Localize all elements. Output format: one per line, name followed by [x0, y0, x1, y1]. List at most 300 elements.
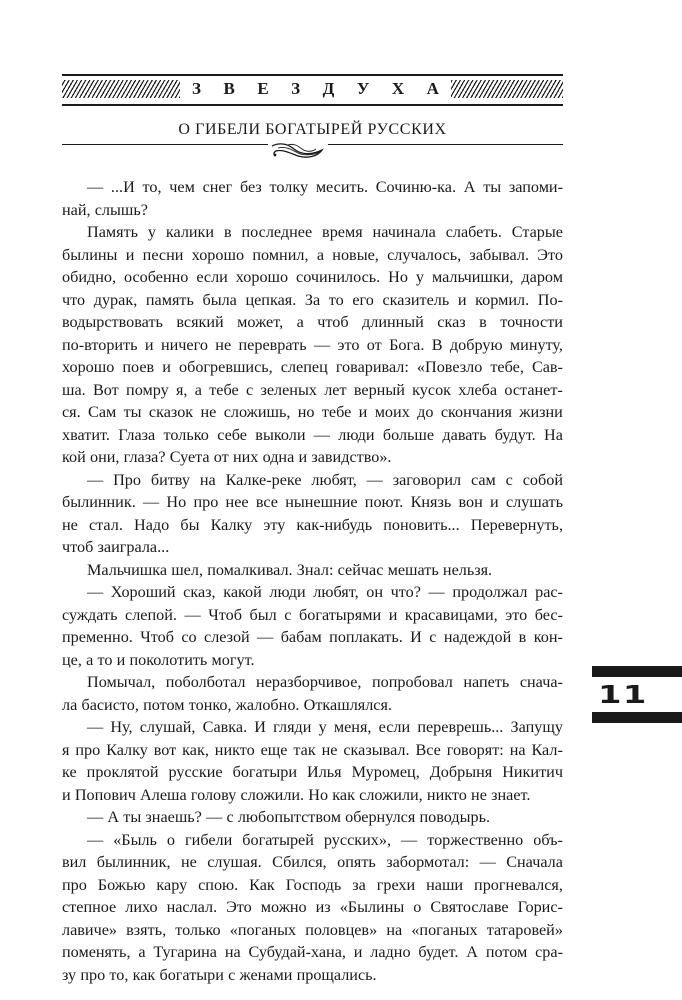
word: слушая.: [207, 853, 262, 871]
word: даром: [521, 268, 563, 286]
word: себе: [217, 425, 247, 444]
word: объ-: [533, 830, 563, 849]
word: я: [62, 740, 70, 759]
word: цепкая.: [245, 290, 297, 309]
word: Суета: [169, 448, 210, 466]
word: Память: [87, 223, 139, 241]
word: Кал-: [531, 740, 563, 759]
word: напеть: [463, 673, 510, 691]
word: больше: [382, 425, 435, 444]
word: слепой.: [125, 605, 177, 624]
text-line: [62, 221, 563, 244]
word: глаза?: [123, 448, 166, 466]
word: Как: [249, 875, 275, 894]
running-title-letter: У: [356, 79, 370, 98]
word: снача-: [519, 673, 563, 691]
word: ся.: [62, 403, 81, 421]
word: прогневался,: [474, 875, 563, 894]
word: забывал.: [469, 245, 529, 264]
word: Субудай-хана,: [248, 943, 346, 961]
word: не: [321, 740, 338, 759]
word: чем: [169, 178, 195, 196]
word: не: [62, 515, 78, 534]
word: не: [215, 335, 232, 354]
word: не: [471, 785, 487, 804]
word: На: [544, 425, 563, 444]
word: зу: [62, 965, 77, 984]
word: с: [505, 470, 513, 489]
word: снег: [202, 178, 233, 196]
word: любят,: [311, 470, 357, 489]
word: как: [132, 965, 156, 984]
word: со: [181, 628, 197, 646]
word: Откашлялся.: [303, 695, 392, 714]
word: надеждой: [443, 628, 512, 646]
word: продолжал: [452, 583, 528, 601]
word: с: [284, 605, 292, 624]
word: кон-: [533, 628, 563, 646]
word: —: [206, 808, 223, 826]
word: память: [145, 290, 194, 309]
word: Князь: [410, 493, 452, 511]
word: суждать: [62, 605, 118, 624]
word: запоми-: [508, 178, 563, 196]
word: «Былины: [339, 898, 405, 916]
word: Калку: [106, 740, 148, 759]
text-line: [62, 716, 563, 739]
text-line: [62, 626, 563, 649]
word: тебе: [321, 403, 352, 421]
word: забормотал:: [386, 853, 470, 871]
word: помалкивал.: [207, 560, 293, 579]
word: Это: [537, 245, 563, 264]
header-bottom-rule: [62, 104, 563, 106]
word: за: [352, 875, 366, 894]
word: Господь: [285, 875, 342, 894]
word: и: [298, 448, 308, 466]
word: слушать: [505, 493, 563, 511]
word: тебе: [209, 380, 239, 399]
word: была: [202, 290, 237, 309]
word: грехи: [376, 875, 416, 894]
word: вот: [153, 740, 177, 759]
word: с: [226, 808, 234, 826]
word: сейчас: [337, 560, 384, 579]
word: с: [429, 628, 437, 646]
word: хватит.: [62, 425, 110, 444]
word: Сав-: [531, 358, 563, 376]
text-line: [62, 559, 563, 582]
word: про: [80, 965, 106, 984]
word: Надо: [134, 515, 170, 534]
flourish-ornament-icon: [268, 140, 328, 162]
word: русских»,: [323, 830, 392, 849]
word: Калке-реке: [225, 470, 302, 489]
word: проклятой: [86, 763, 159, 781]
word: помру: [126, 380, 169, 399]
word: Горис-: [517, 898, 563, 916]
word: и: [62, 785, 71, 804]
text-line: [62, 851, 563, 874]
word: особенно: [123, 268, 189, 286]
word: За: [304, 290, 321, 309]
word: голову: [190, 785, 237, 804]
word: любопытством: [237, 808, 341, 826]
word: поводырь.: [419, 808, 491, 826]
word: кой: [62, 448, 86, 466]
word: неразборчивое,: [256, 673, 362, 691]
word: битву: [150, 470, 190, 489]
word: красавицами,: [404, 605, 498, 624]
word: Попович: [74, 785, 136, 804]
word: сочинилось.: [296, 268, 381, 286]
text-line: [62, 199, 563, 222]
word: тонко,: [188, 695, 232, 714]
word: В: [431, 335, 443, 354]
word: богатырей: [242, 830, 314, 849]
word: помнил,: [252, 245, 309, 264]
word: бабам: [280, 628, 322, 646]
word: А: [466, 943, 478, 961]
word: «Быль: [113, 830, 157, 849]
word: ты: [123, 808, 142, 826]
word: меня,: [333, 718, 372, 736]
word: былинник,: [96, 853, 171, 871]
word: спою.: [198, 875, 239, 894]
word: с: [245, 380, 254, 399]
running-title-letter: Х: [391, 79, 405, 98]
word: и: [162, 358, 171, 376]
word: сра-: [535, 943, 563, 961]
running-title-letter: Е: [257, 79, 269, 98]
text-line: [62, 896, 563, 919]
word: то: [328, 290, 344, 309]
word: поколотить: [129, 650, 208, 669]
word: Все: [415, 740, 441, 759]
word: и: [353, 943, 363, 961]
word: заговорил: [392, 470, 462, 489]
word: а: [86, 650, 94, 669]
word: —: [87, 808, 104, 826]
word: Ну,: [110, 718, 133, 736]
word: но: [297, 403, 315, 421]
word: в: [518, 628, 527, 646]
word: И: [410, 628, 422, 646]
word: торжественно: [427, 830, 524, 849]
word: еще: [260, 740, 288, 759]
text-line: [62, 514, 563, 537]
word: какой: [223, 583, 262, 601]
text-line: [62, 266, 563, 289]
word: сложили.: [240, 785, 305, 804]
word: точности: [500, 313, 563, 331]
word: бес-: [534, 605, 563, 624]
word: начинала: [372, 223, 436, 241]
word: мешать: [387, 560, 439, 579]
text-line: [62, 379, 563, 402]
word: можно: [260, 898, 307, 916]
word: и: [388, 605, 398, 624]
word: ке: [62, 763, 77, 781]
word: Но: [388, 268, 408, 286]
word: А: [107, 808, 120, 826]
word: ты: [123, 403, 142, 421]
word: в: [223, 223, 232, 241]
word: его: [352, 290, 374, 309]
word: верный: [353, 380, 405, 399]
word: о: [413, 898, 422, 916]
word: останет-: [504, 380, 563, 399]
header-top-rule: [62, 74, 563, 76]
word: —: [313, 425, 330, 444]
word: люди: [338, 425, 375, 444]
word: они,: [90, 448, 120, 466]
word: вил: [62, 853, 87, 871]
word: наслал.: [166, 898, 218, 916]
page-number: 11: [598, 680, 648, 709]
word: татаровей»: [486, 920, 563, 939]
word: и: [457, 290, 467, 309]
word: Но: [166, 493, 187, 511]
word: переврешь...: [417, 718, 504, 736]
word: про: [62, 875, 87, 894]
word: о: [166, 830, 176, 849]
word: только: [163, 425, 209, 444]
word: половцев»: [305, 920, 378, 939]
word: Святославе: [430, 898, 509, 916]
word: никто: [214, 740, 255, 759]
text-line: [62, 176, 563, 199]
word: из: [315, 898, 331, 916]
text-line: [62, 244, 563, 267]
word: Тугарина: [153, 943, 217, 961]
word: калики: [165, 223, 215, 241]
word: Сам: [88, 403, 117, 421]
word: моих: [374, 403, 410, 421]
word: говорят:: [446, 740, 504, 759]
word: нельзя.: [442, 560, 493, 579]
text-line: [62, 649, 563, 672]
word: поновить...: [383, 515, 460, 534]
word: Никитич: [502, 763, 563, 781]
running-title-letter: В: [223, 79, 235, 98]
page-number-tab: [592, 666, 682, 723]
word: них: [232, 448, 259, 466]
word: наши: [426, 875, 464, 894]
text-line: [62, 424, 563, 447]
word: лавиче»: [62, 920, 117, 939]
word: слушай,: [139, 718, 196, 736]
word: хорошо: [62, 358, 115, 376]
word: богатыри: [159, 965, 224, 984]
body-text: [62, 176, 563, 986]
text-line: [62, 581, 563, 604]
word: чтоб: [317, 313, 349, 331]
word: это: [505, 605, 528, 624]
word: Бога.: [389, 335, 425, 354]
word: так: [293, 740, 316, 759]
word: с: [228, 965, 236, 984]
word: а: [296, 313, 304, 331]
word: то,: [142, 178, 162, 196]
word: Глаза: [118, 425, 156, 444]
word: а: [316, 245, 324, 264]
word: у: [415, 268, 424, 286]
word: без: [239, 178, 262, 196]
word: кару: [156, 875, 188, 894]
page-tab-bar-top: [592, 666, 682, 677]
word: слезой: [204, 628, 250, 646]
word: слышь?: [94, 200, 148, 219]
word: и: [490, 493, 499, 511]
word: всякий: [176, 313, 224, 331]
word: могут.: [211, 650, 255, 669]
word: не: [180, 853, 197, 871]
word: был: [249, 605, 277, 624]
word: Алеша: [140, 785, 187, 804]
text-line: [62, 784, 563, 807]
word: —: [479, 853, 496, 871]
word: любят,: [313, 583, 359, 601]
word: новые,: [332, 245, 379, 264]
word: женами: [239, 965, 293, 984]
text-line: [62, 536, 563, 559]
word: Божью: [97, 875, 146, 894]
word: в: [479, 313, 487, 331]
word: что?: [390, 583, 421, 601]
word: обернулся: [345, 808, 416, 826]
chapter-title: О ГИБЕЛИ БОГАТЫРЕЙ РУССКИХ: [178, 121, 447, 138]
word: Калку: [210, 515, 253, 534]
word: последнее: [241, 223, 313, 241]
word: то,: [109, 965, 129, 984]
word: гляди: [273, 718, 312, 736]
word: никто: [426, 785, 467, 804]
text-line: [62, 739, 563, 762]
word: он: [366, 583, 384, 601]
word: «Повезло: [416, 358, 483, 376]
word: вон: [458, 493, 483, 511]
word: что: [62, 290, 86, 309]
word: Хороший: [110, 583, 176, 601]
word: я,: [175, 380, 188, 399]
running-header: [62, 74, 563, 110]
word: хлеба: [458, 380, 498, 399]
word: сложили,: [359, 785, 423, 804]
word: нее: [225, 493, 249, 511]
word: Муромец,: [351, 763, 420, 781]
page-tab-bar-bottom: [592, 712, 682, 723]
word: прощались.: [296, 965, 377, 984]
word: потом: [143, 695, 185, 714]
word: а: [138, 943, 146, 961]
running-title: [180, 78, 451, 100]
word: ла: [62, 695, 78, 714]
word: —: [401, 830, 418, 849]
word: —: [143, 493, 160, 511]
word: «поганых: [411, 920, 478, 939]
word: сказывал.: [343, 740, 410, 759]
word: —: [184, 605, 201, 624]
word: Сначала: [506, 853, 563, 871]
word: минуту,: [509, 335, 563, 354]
word: стал.: [88, 515, 123, 534]
word: добрую: [449, 335, 503, 354]
word: на: [386, 920, 403, 939]
word: тебе,: [490, 358, 524, 376]
word: переврать: [238, 335, 307, 354]
word: По-: [537, 290, 563, 309]
word: мальчишки,: [431, 268, 514, 286]
word: и: [116, 650, 126, 669]
word: —: [257, 628, 274, 646]
word: поменять,: [62, 943, 131, 961]
word: Но: [308, 785, 329, 804]
word: все: [255, 493, 278, 511]
word: Вот: [92, 380, 119, 399]
text-line: [62, 829, 563, 852]
text-line: [62, 919, 563, 942]
word: завидство».: [311, 448, 392, 466]
word: Савка.: [202, 718, 248, 736]
word: и: [125, 245, 135, 264]
word: слабеть.: [445, 223, 502, 241]
word: как: [332, 785, 355, 804]
word: потом: [485, 943, 528, 961]
word: длинный: [362, 313, 424, 331]
word: сказитель: [382, 290, 450, 309]
word: время: [322, 223, 363, 241]
word: —: [366, 470, 383, 489]
word: слепец: [280, 358, 328, 376]
word: степное: [62, 898, 117, 916]
word: обогревшись,: [178, 358, 273, 376]
word: шел,: [171, 560, 203, 579]
text-line: [62, 604, 563, 627]
word: сам: [470, 470, 496, 489]
word: Знал:: [296, 560, 334, 579]
word: —: [87, 718, 104, 736]
text-line: [62, 356, 563, 379]
word: дурак,: [93, 290, 138, 309]
text-line: [62, 491, 563, 514]
running-title-letter: Д: [322, 79, 335, 98]
word: поболботал: [165, 673, 246, 691]
word: Чтоб: [140, 628, 174, 646]
word: и: [144, 335, 154, 354]
word: А: [463, 178, 476, 196]
word: у: [147, 223, 156, 241]
word: Это: [226, 898, 252, 916]
word: Помычал,: [87, 673, 156, 691]
word: ладно: [370, 943, 411, 961]
word: ...И: [110, 178, 135, 196]
word: —: [428, 583, 445, 601]
word: у: [318, 718, 327, 736]
text-line: [62, 289, 563, 312]
word: песни: [142, 245, 184, 264]
word: жалобно.: [235, 695, 300, 714]
word: ты: [483, 178, 502, 196]
running-title-letter: З: [192, 79, 201, 98]
word: гибели: [185, 830, 233, 849]
word: «поганых: [229, 920, 297, 939]
word: басисто,: [81, 695, 139, 714]
word: а: [194, 380, 202, 399]
word: былины: [62, 245, 118, 264]
word: люди: [269, 583, 306, 601]
text-line: [62, 964, 563, 987]
